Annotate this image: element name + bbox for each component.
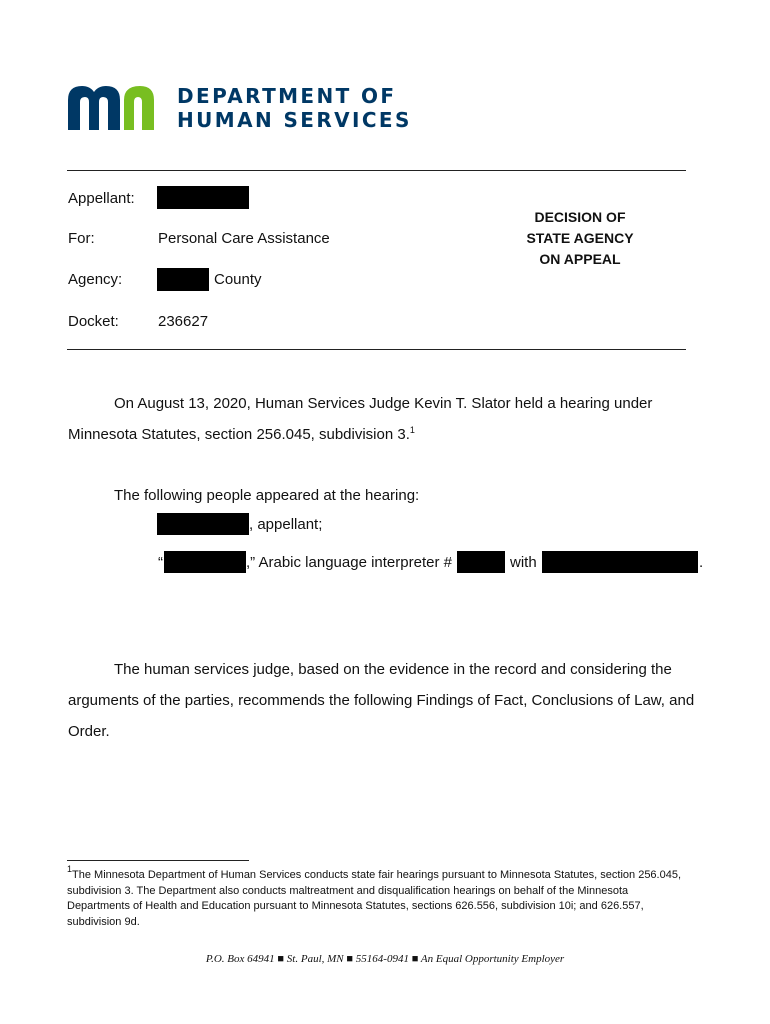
logo-text-line2: HUMAN SERVICES	[177, 108, 412, 132]
interp-end: .	[699, 554, 704, 571]
interpreter-name-redaction	[164, 551, 246, 573]
interp-text: ,” Arabic language interpreter #	[246, 554, 452, 571]
interp-open-quote: “	[158, 554, 163, 571]
decision-line3: ON APPEAL	[539, 251, 621, 267]
decision-title	[500, 207, 660, 270]
appellant-label: Appellant:	[68, 190, 135, 207]
decision-line1: DECISION OF	[534, 209, 626, 225]
appellant-suffix: , appellant;	[249, 516, 323, 533]
logo-m-shape	[68, 86, 120, 130]
footnote-ref: 1	[409, 425, 415, 435]
header-bottom-rule	[67, 349, 686, 350]
judge-line3: Order.	[68, 723, 110, 740]
header-top-rule	[67, 170, 686, 171]
judge-line2: arguments of the parties, recommends the following Findings of Fact, Conclusions of Law, and	[68, 692, 695, 709]
appellant-name-redaction	[157, 513, 249, 535]
docket-value: 236627	[158, 313, 209, 330]
interp-with: with	[510, 554, 537, 571]
agency-value: County	[214, 271, 262, 288]
docket-label: Docket:	[68, 313, 119, 330]
logo-n-shape	[124, 86, 154, 130]
judge-line1: The human services judge, based on the evidence in the record and considering the	[114, 661, 672, 678]
interpreter-number-redaction	[457, 551, 505, 573]
interpreter-agency-redaction	[542, 551, 698, 573]
intro-line1: On August 13, 2020, Human Services Judge Kevin T. Slator held a hearing under	[114, 395, 653, 412]
intro-line2-text: Minnesota Statutes, section 256.045, subdivision 3.	[68, 426, 410, 443]
footnote	[67, 864, 687, 930]
page-footer: P.O. Box 64941 ■ St. Paul, MN ■ 55164-0941 ■ An Equal Opportunity Employer	[205, 953, 565, 965]
footnote-number: 1	[67, 864, 73, 874]
footnote-rule	[67, 860, 249, 861]
for-label: For:	[68, 230, 95, 247]
agency-redaction	[157, 268, 209, 291]
mn-logo-icon	[68, 84, 164, 130]
logo-text-line1: DEPARTMENT OF	[177, 84, 397, 108]
agency-label: Agency:	[68, 271, 123, 288]
for-value: Personal Care Assistance	[158, 230, 330, 247]
intro-line2	[68, 426, 415, 444]
footnote-text: The Minnesota Department of Human Services conducts state fair hearings pursuant to Minnesota Statutes, section 256.045, subdivision 3. The Department also conducts maltreatment and disqualification hearings on behalf of the Minnesota Departments of Health and Education pursuant to Minnesota Statutes, sections 626.556, subdivision 10i; and 626.557, subdivision 9d.	[67, 869, 682, 928]
appellant-redaction	[157, 186, 249, 209]
appeared-heading: The following people appeared at the hearing:	[114, 487, 420, 504]
decision-line2: STATE AGENCY	[526, 230, 634, 246]
